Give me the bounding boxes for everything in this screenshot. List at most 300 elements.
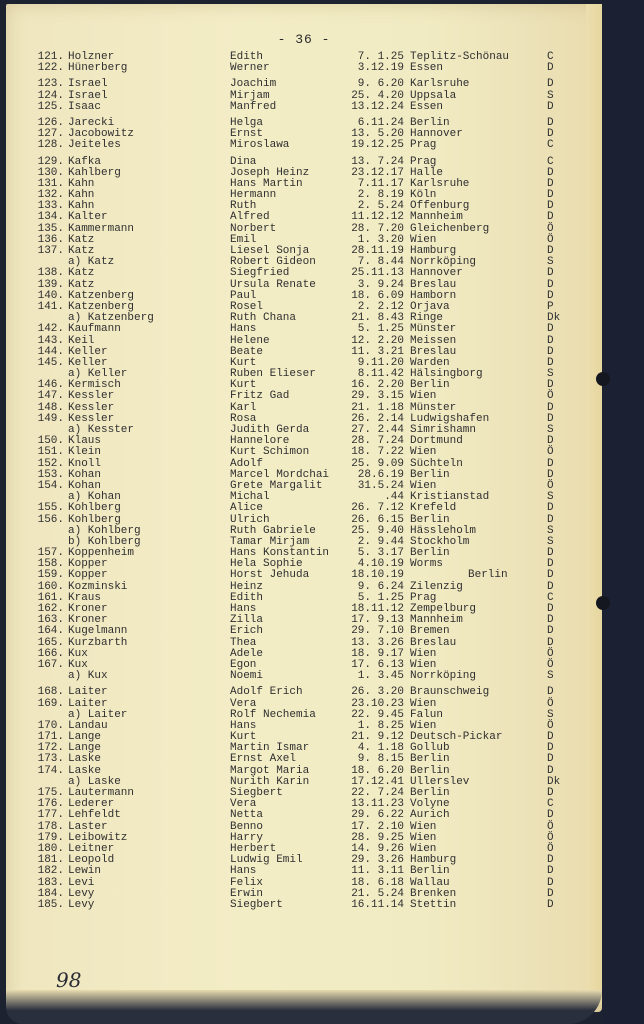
birth-place: Aurich	[410, 809, 450, 822]
birth-place: Hamburg	[410, 854, 457, 867]
entry-number: 138.	[37, 267, 64, 280]
country-code: Ö	[547, 658, 554, 671]
birth-date: 9. 8.15	[357, 753, 404, 766]
birth-place: Uppsala	[410, 89, 457, 102]
given-name: Robert Gideon	[230, 256, 316, 269]
country-code: D	[547, 457, 554, 470]
entry-number: 179.	[37, 831, 64, 844]
birth-place: Warden	[410, 356, 450, 369]
given-name: Helene	[230, 334, 270, 347]
surname: a) Laiter	[68, 708, 128, 721]
surname: Kux	[68, 658, 88, 671]
given-name: Netta	[230, 809, 264, 822]
birth-date: 8.11.42	[357, 368, 404, 381]
surname: a) Katz	[68, 256, 115, 269]
given-name: Nurith Karin	[230, 775, 310, 788]
birth-date: .44	[384, 491, 404, 504]
given-name: Karl	[230, 401, 257, 414]
birth-place: Stettin	[410, 898, 457, 911]
country-code: Ö	[547, 446, 554, 459]
birth-place: Berlin	[468, 569, 508, 582]
birth-place: Prag	[410, 155, 437, 168]
birth-place: Teplitz-Schönau	[410, 51, 510, 63]
list-item	[6, 570, 602, 581]
list-item	[6, 102, 602, 113]
entry-number: 184.	[37, 887, 64, 900]
list-item	[6, 190, 602, 201]
birth-place: Breslau	[410, 345, 457, 358]
given-name: Siegbert	[230, 787, 283, 799]
list-item	[6, 878, 602, 889]
birth-place: Braunschweig	[410, 686, 490, 699]
birth-place: Berlin	[410, 379, 450, 392]
given-name: Norbert	[230, 222, 277, 235]
entry-number: 178.	[37, 820, 64, 833]
given-name: Mirjam	[230, 89, 270, 102]
given-name: Ruben Elieser	[230, 368, 316, 381]
given-name: Ruth Gabriele	[230, 524, 316, 537]
surname: Lewin	[68, 865, 102, 878]
birth-place: Ullerslev	[410, 775, 470, 788]
entry-number: 161.	[37, 591, 64, 604]
birth-place: Wien	[410, 842, 437, 855]
surname: Lehfeldt	[68, 809, 121, 822]
country-code: D	[547, 62, 554, 75]
country-code: D	[547, 200, 554, 213]
surname: Kraus	[68, 591, 102, 604]
birth-date: 21. 5.24	[351, 887, 404, 900]
given-name: Alfred	[230, 211, 270, 224]
list-item	[6, 447, 602, 458]
birth-date: 1. 8.25	[357, 719, 404, 732]
country-code: Ö	[547, 697, 554, 710]
surname: Kroner	[68, 614, 108, 627]
given-name: Judith Gerda	[230, 424, 310, 436]
given-name: Miroslawa	[230, 139, 290, 152]
entry-number: 128.	[37, 139, 64, 152]
entry-number: 176.	[37, 798, 64, 811]
country-code: S	[547, 424, 554, 436]
birth-place: Mannheim	[410, 614, 463, 627]
birth-date: 13. 7.24	[351, 155, 404, 168]
birth-date: 11. 3.11	[351, 865, 404, 878]
birth-place: Kristianstad	[410, 491, 490, 504]
surname: Kurzbarth	[68, 636, 128, 649]
surname: Kafka	[68, 155, 102, 168]
list-item	[6, 212, 602, 223]
surname: Kahn	[68, 200, 95, 213]
birth-place: Köln	[410, 189, 437, 202]
country-code: D	[547, 513, 554, 526]
birth-date: 13.12.24	[351, 100, 404, 113]
surname: Lange	[68, 742, 102, 755]
birth-place: Münster	[410, 323, 457, 336]
given-name: Siegbert	[230, 898, 283, 911]
birth-place: Essen	[410, 62, 444, 75]
given-name: Hannelore	[230, 435, 290, 448]
surname: Katzenberg	[68, 289, 135, 302]
list-item	[6, 179, 602, 190]
surname: Levy	[68, 898, 95, 911]
country-code: D	[547, 502, 554, 515]
birth-place: Zilenzig	[410, 580, 463, 593]
list-item	[6, 79, 602, 90]
list-item	[6, 671, 602, 682]
birth-date: 3. 9.24	[357, 278, 404, 291]
birth-date: 18.11.12	[351, 603, 404, 615]
birth-place: Wien	[410, 719, 437, 732]
entry-number: 151.	[37, 446, 64, 459]
given-name: Ruth	[230, 200, 257, 213]
birth-place: Breslau	[410, 278, 457, 291]
country-code: D	[547, 686, 554, 699]
list-item	[6, 699, 602, 710]
surname: Kux	[68, 647, 88, 660]
birth-date: 7. 1.25	[357, 51, 404, 63]
country-code: S	[547, 89, 554, 102]
birth-date: 7.11.17	[357, 177, 404, 190]
entry-number: 132.	[37, 189, 64, 202]
country-code: D	[547, 177, 554, 190]
given-name: Hans	[230, 865, 257, 878]
birth-date: 11. 3.21	[351, 345, 404, 358]
birth-date: 25. 4.20	[351, 89, 404, 102]
entry-number: 157.	[37, 547, 64, 560]
given-name: Hans Konstantin	[230, 547, 330, 560]
birth-place: Ludwigshafen	[410, 412, 490, 425]
birth-date: 13. 5.20	[351, 128, 404, 141]
list-item	[6, 140, 602, 151]
entry-number: 175.	[37, 787, 64, 799]
entry-number: 174.	[37, 764, 64, 777]
birth-place: Meissen	[410, 334, 457, 347]
country-code: S	[547, 368, 554, 381]
entry-number: 150.	[37, 435, 64, 448]
birth-date: 2. 5.24	[357, 200, 404, 213]
given-name: Liesel Sonja	[230, 245, 310, 257]
birth-date: 17. 6.13	[351, 658, 404, 671]
given-name: Adolf Erich	[230, 686, 303, 699]
surname: Kalter	[68, 211, 108, 224]
birth-place: Norrköping	[410, 670, 477, 683]
birth-date: 21. 9.12	[351, 731, 404, 744]
birth-place: Berlin	[410, 787, 450, 799]
country-code: D	[547, 569, 554, 582]
given-name: Rosel	[230, 300, 264, 313]
list-item	[6, 900, 602, 911]
given-name: Fritz Gad	[230, 390, 290, 403]
country-code: D	[547, 898, 554, 911]
given-name: Erich	[230, 625, 264, 638]
birth-date: 12. 2.20	[351, 334, 404, 347]
birth-date: 28. 7.24	[351, 435, 404, 448]
country-code: D	[547, 100, 554, 113]
entry-number: 173.	[37, 753, 64, 766]
entry-number: 183.	[37, 876, 64, 889]
entry-number: 160.	[37, 580, 64, 593]
birth-date: 23.12.17	[351, 166, 404, 179]
given-name: Vera	[230, 697, 257, 710]
list-item	[6, 638, 602, 649]
birth-date: 29. 6.22	[351, 809, 404, 822]
birth-place: Halle	[410, 166, 444, 179]
entry-number: 123.	[37, 78, 64, 91]
surname: Leopold	[68, 854, 115, 867]
entry-number: 165.	[37, 636, 64, 649]
birth-place: Falun	[410, 708, 444, 721]
birth-date: 1. 3.20	[357, 233, 404, 246]
birth-date: 26. 6.15	[351, 513, 404, 526]
list-item	[6, 63, 602, 74]
given-name: Ursula Renate	[230, 278, 316, 291]
given-name: Herbert	[230, 842, 277, 855]
surname: Laiter	[68, 697, 108, 710]
birth-date: 11.12.12	[351, 211, 404, 224]
list-item	[6, 754, 602, 765]
birth-date: 5. 3.17	[357, 547, 404, 560]
entry-number: 148.	[37, 401, 64, 414]
entry-number: 143.	[37, 334, 64, 347]
birth-date: 21. 1.18	[351, 401, 404, 414]
list-item	[6, 889, 602, 900]
given-name: Adele	[230, 647, 264, 660]
country-code: S	[547, 670, 554, 683]
page-bottom-edge	[6, 990, 602, 1024]
given-name: Ludwig Emil	[230, 854, 303, 867]
birth-date: 9.11.20	[357, 356, 404, 369]
birth-place: Berlin	[410, 547, 450, 560]
entry-number: 147.	[37, 390, 64, 403]
birth-date: 5. 1.25	[357, 323, 404, 336]
handwritten-note: 98	[56, 968, 82, 992]
surname: Levi	[68, 876, 95, 889]
list-item	[6, 810, 602, 821]
entry-number: 171.	[37, 731, 64, 744]
given-name: Paul	[230, 289, 257, 302]
country-code: Ö	[547, 233, 554, 246]
entry-number: 152.	[37, 457, 64, 470]
country-code: D	[547, 809, 554, 822]
given-name: Ruth Chana	[230, 312, 297, 325]
surname: Holzner	[68, 51, 115, 63]
birth-place: Gollub	[410, 742, 450, 755]
birth-date: 18. 9.17	[351, 647, 404, 660]
surname: Kahlberg	[68, 166, 121, 179]
birth-place: Wien	[410, 647, 437, 660]
country-code: Dk	[547, 312, 561, 325]
birth-place: Prag	[410, 139, 437, 152]
country-code: D	[547, 128, 554, 141]
birth-date: 29. 7.10	[351, 625, 404, 638]
birth-place: Wien	[410, 697, 437, 710]
country-code: D	[547, 166, 554, 179]
country-code: D	[547, 323, 554, 336]
birth-date: 28. 9.25	[351, 831, 404, 844]
entry-number: 170.	[37, 719, 64, 732]
country-code: C	[547, 155, 554, 168]
entry-number: 129.	[37, 155, 64, 168]
list-item	[6, 687, 602, 698]
surname: Kaufmann	[68, 323, 121, 336]
entry-number: 185.	[37, 898, 64, 911]
given-name: Martin Ismar	[230, 742, 310, 755]
birth-date: 18. 6.18	[351, 876, 404, 889]
surname: Kessler	[68, 401, 115, 414]
country-code: D	[547, 468, 554, 481]
entry-number: 124.	[37, 89, 64, 102]
birth-place: Krefeld	[410, 502, 457, 515]
given-name: Dina	[230, 155, 257, 168]
given-name: Kurt Schimon	[230, 446, 310, 459]
surname: Knoll	[68, 457, 102, 470]
birth-place: Wien	[410, 831, 437, 844]
given-name: Hermann	[230, 189, 277, 202]
surname: Kahn	[68, 189, 95, 202]
birth-date: 28.6.19	[357, 468, 404, 481]
given-name: Benno	[230, 820, 264, 833]
country-code: D	[547, 289, 554, 302]
birth-date: 5. 1.25	[357, 591, 404, 604]
list-item	[6, 391, 602, 402]
surname: a) Kohan	[68, 491, 121, 504]
punch-hole-icon	[596, 596, 610, 610]
country-code: S	[547, 708, 554, 721]
country-code: Ö	[547, 222, 554, 235]
entry-number: 144.	[37, 345, 64, 358]
surname: Israel	[68, 89, 108, 102]
birth-place: Hässleholm	[410, 524, 477, 537]
binder-background	[602, 0, 644, 1024]
surname: a) Laske	[68, 775, 121, 788]
country-code: Ö	[547, 479, 554, 492]
birth-date: 17.12.41	[351, 775, 404, 788]
surname: Jeiteles	[68, 139, 121, 152]
country-code: S	[547, 535, 554, 548]
birth-place: Volyne	[410, 798, 450, 811]
entry-number: 158.	[37, 558, 64, 571]
birth-date: 4.10.19	[357, 558, 404, 571]
surname: Klaus	[68, 435, 102, 448]
surname: Keil	[68, 334, 95, 347]
country-code: C	[547, 51, 554, 63]
list-item	[6, 866, 602, 877]
birth-date: 22. 7.24	[351, 787, 404, 799]
surname: Katzenberg	[68, 300, 135, 313]
birth-date: 25. 9.40	[351, 524, 404, 537]
birth-date: 9. 6.24	[357, 580, 404, 593]
birth-place: Berlin	[410, 116, 450, 129]
given-name: Rolf Nechemia	[230, 708, 316, 721]
entry-number: 136.	[37, 233, 64, 246]
entry-number: 121.	[37, 51, 64, 63]
list-item	[6, 336, 602, 347]
country-code: Ö	[547, 390, 554, 403]
surname: Kugelmann	[68, 625, 128, 638]
surname: Lange	[68, 731, 102, 744]
surname: Kammermann	[68, 222, 135, 235]
birth-date: 28.11.19	[351, 245, 404, 257]
register-list	[6, 52, 602, 911]
surname: a) Kohlberg	[68, 524, 141, 537]
country-code: D	[547, 787, 554, 799]
birth-date: 13. 3.26	[351, 636, 404, 649]
surname: Leitner	[68, 842, 115, 855]
country-code: C	[547, 798, 554, 811]
country-code: D	[547, 865, 554, 878]
birth-place: Brenken	[410, 887, 457, 900]
birth-date: 21. 8.43	[351, 312, 404, 325]
list-item	[6, 224, 602, 235]
birth-date: 9. 6.20	[357, 78, 404, 91]
country-code: D	[547, 412, 554, 425]
entry-number: 125.	[37, 100, 64, 113]
entry-number: 142.	[37, 323, 64, 336]
entry-number: 181.	[37, 854, 64, 867]
country-code: D	[547, 887, 554, 900]
entry-number: 134.	[37, 211, 64, 224]
birth-date: 31.5.24	[357, 479, 404, 492]
given-name: Heinz	[230, 580, 264, 593]
surname: Kessler	[68, 390, 115, 403]
country-code: S	[547, 256, 554, 269]
surname: Landau	[68, 719, 108, 732]
birth-place: Prag	[410, 591, 437, 604]
entry-number: 182.	[37, 865, 64, 878]
country-code: Ö	[547, 647, 554, 660]
birth-place: Berlin	[410, 513, 450, 526]
birth-place: Berlin	[410, 468, 450, 481]
birth-place: Wien	[410, 233, 437, 246]
birth-place: Berlin	[410, 865, 450, 878]
entry-number: 141.	[37, 300, 64, 313]
given-name: Hans	[230, 603, 257, 615]
country-code: Ö	[547, 831, 554, 844]
country-code: D	[547, 435, 554, 448]
birth-place: Hannover	[410, 128, 463, 141]
entry-number: 145.	[37, 356, 64, 369]
given-name: Rosa	[230, 412, 257, 425]
given-name: Manfred	[230, 100, 277, 113]
country-code: D	[547, 753, 554, 766]
list-item	[6, 503, 602, 514]
country-code: C	[547, 591, 554, 604]
birth-place: Wien	[410, 446, 437, 459]
list-item	[6, 268, 602, 279]
birth-date: 17. 9.13	[351, 614, 404, 627]
birth-place: Hannover	[410, 267, 463, 280]
surname: Kopper	[68, 558, 108, 571]
entry-number: 155.	[37, 502, 64, 515]
country-code: D	[547, 636, 554, 649]
birth-date: 18. 6.20	[351, 764, 404, 777]
birth-date: 26. 2.14	[351, 412, 404, 425]
country-code: D	[547, 78, 554, 91]
country-code: D	[547, 742, 554, 755]
given-name: Kurt	[230, 356, 257, 369]
surname: Laske	[68, 764, 102, 777]
entry-number: 133.	[37, 200, 64, 213]
entry-number: 126.	[37, 116, 64, 129]
birth-place: Worms	[410, 558, 444, 571]
birth-place: Wien	[410, 390, 437, 403]
entry-number: 140.	[37, 289, 64, 302]
birth-place: Gleichenberg	[410, 222, 490, 235]
surname: Kopper	[68, 569, 108, 582]
given-name: Thea	[230, 636, 257, 649]
given-name: Hans	[230, 719, 257, 732]
list-item	[6, 626, 602, 637]
entry-number: 156.	[37, 513, 64, 526]
